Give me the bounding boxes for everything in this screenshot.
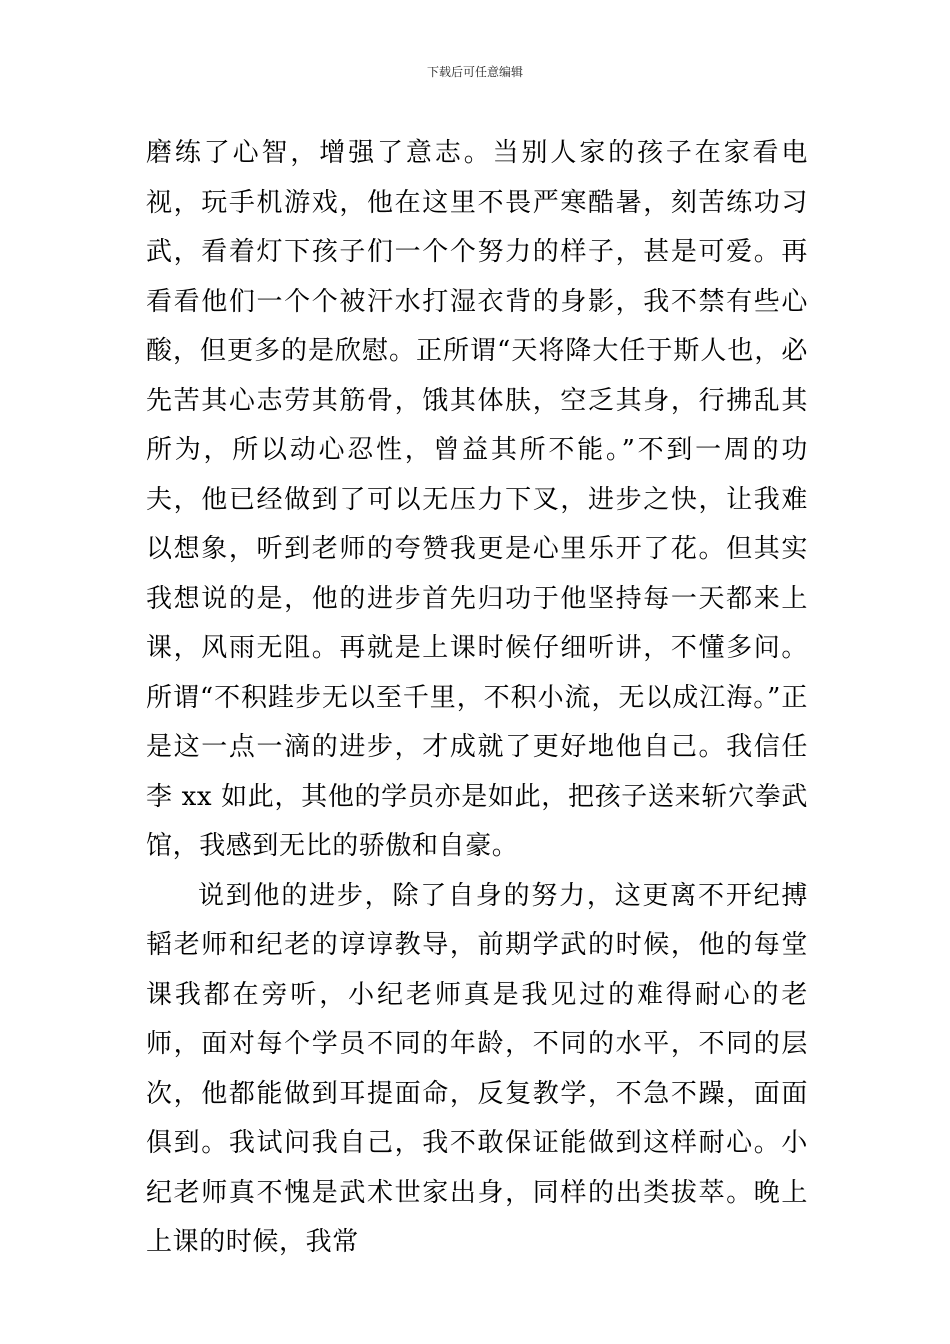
paragraph-continued: 磨练了心智，增强了意志。当别人家的孩子在家看电视，玩手机游戏，他在这里不畏严寒酷暑，刻苦练功习武，看着灯下孩子们一个个努力的样子，甚是可爱。再看看他们一个个被汗水打湿衣背的身影，我不禁有些心酸，但更多的是欣慰。正所谓“天将降大任于斯人也，必先苦其心志劳其筋骨，饿其体肤，空乏其身，行拂乱其所为，所以动心忍性，曾益其所不能。”不到一周的功夫，他已经做到了可以无压力下叉，进步之快，让我难以想象，听到老师的夸赞我更是心里乐开了花。但其实我想说的是，他的进步首先归功于他坚持每一天都来上课，风雨无阻。再就是上课时候仔细听讲，不懂多问。所谓“不积跬步无以至千里，不积小流，无以成江海。”正是这一点一滴的进步，才成就了更好地他自己。我信任李 xx 如此，其他的学员亦是如此，把孩子送来斩穴拳武馆，我感到无比的骄傲和自豪。 [146, 138, 808, 861]
page-header: 下载后可任意编辑 [426, 65, 523, 79]
document-body [146, 129, 808, 1268]
paragraph: 说到他的进步，除了自身的努力，这更离不开纪搏韬老师和纪老的谆谆教导，前期学武的时候，他的每堂课我都在旁听，小纪老师真是我见过的难得耐心的老师，面对每个学员不同的年龄，不同的水平，不同的层次，他都能做到耳提面命，反复教学，不急不躁，面面俱到。我试问我自己，我不敢保证能做到这样耐心。小纪老师真不愧是武术世家出身，同样的出类拔萃。晚上上课的时候，我常 [146, 880, 808, 1257]
